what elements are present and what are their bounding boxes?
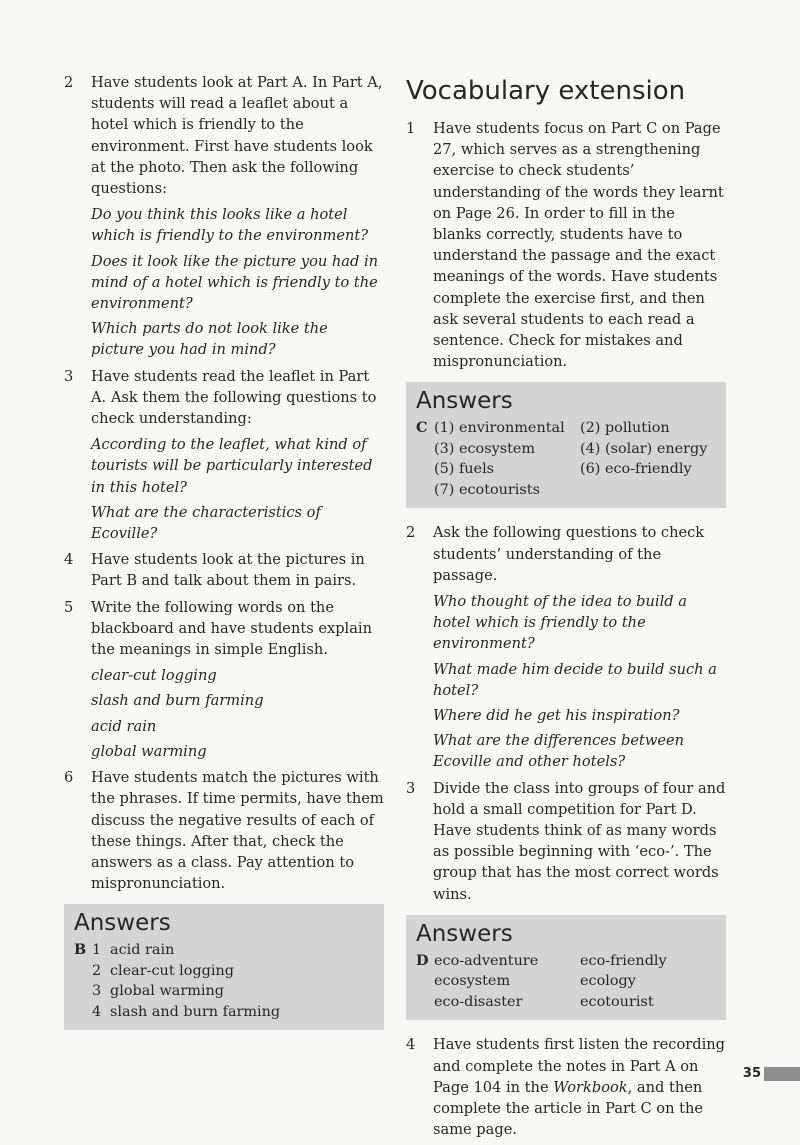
item-number: 2 (406, 524, 416, 542)
phrase: global warming (91, 742, 207, 760)
answer-text: acid rain (110, 942, 175, 959)
answers-box-d (406, 915, 726, 1021)
item-text: Have students look at Part A. In Part A, students will read a leaflet about a hotel which is friendly to the environment. First have students look at the photo. Then ask the following questions: (91, 74, 383, 198)
answers-box-b (64, 904, 384, 1030)
instruction-item (64, 366, 384, 545)
answers-heading: Answers (416, 388, 513, 415)
item-text: Have students read the leaflet in Part A. Ask them the following questions to check understanding: (91, 367, 377, 428)
question: Do you think this looks like a hotel which is friendly to the environment? (91, 206, 369, 245)
section-heading: Vocabulary extension (406, 76, 686, 106)
answer-text: (2) pollution (580, 420, 670, 437)
item-text (433, 1034, 726, 1140)
answer-text: eco-friendly (580, 952, 667, 969)
answer-text: ecosystem (434, 973, 511, 990)
question: Does it look like the picture you had in mind of a hotel which is friendly to the environment? (91, 252, 379, 313)
answer-text: eco-adventure (434, 952, 539, 969)
question: What made him decide to build such a hotel? (433, 660, 717, 699)
item-text: Write the following words on the blackboard and have students explain the meanings in simple English. (91, 598, 372, 659)
answer-number: 1 (92, 942, 102, 959)
item-text: Ask the following questions to check students’ understanding of the passage. (433, 524, 705, 584)
item-number: 3 (64, 367, 74, 385)
phrase: slash and burn farming (91, 692, 264, 710)
answer-text: (7) ecotourists (434, 481, 540, 498)
left-column (64, 72, 384, 1044)
answer-text: ecotourist (580, 993, 654, 1010)
answers-table (416, 951, 667, 1013)
page-number-tab (743, 1066, 800, 1081)
page-tab-bar (764, 1067, 800, 1081)
answers-table (74, 940, 280, 1022)
item-text: Divide the class into groups of four and hold a small competition for Part D. Have students think of as many words as possible beginning with ‘eco-’. The group that has the most correct words wins. (433, 779, 726, 903)
question: Who thought of the idea to build a hotel which is friendly to the environment? (433, 593, 687, 653)
answer-text: (3) ecosystem (434, 440, 536, 457)
item-number: 4 (406, 1036, 416, 1054)
item-number: 4 (64, 551, 74, 569)
question: What are the characteristics of Ecoville? (91, 503, 321, 543)
answer-text: clear-cut logging (110, 962, 234, 979)
instruction-item (406, 778, 726, 905)
answer-text: (4) (solar) energy (580, 440, 708, 457)
answer-text: (6) eco-friendly (580, 461, 692, 478)
answers-heading: Answers (74, 910, 171, 937)
item-text: Have students look at the pictures in Part B and talk about them in pairs. (91, 551, 365, 590)
answer-text: eco-disaster (434, 993, 523, 1010)
instruction-item (64, 549, 384, 591)
answer-text: global warming (110, 983, 224, 1000)
answer-text: (5) fuels (434, 461, 495, 478)
answers-heading: Answers (416, 920, 513, 947)
answer-label: D (416, 951, 429, 969)
item-text: Have students focus on Part C on Page 27, which serves as a strengthening exercise to check students’ understanding of the words they learnt on Page 26. In order to fill in the blanks correctly, students have to understand the passage and the exact meanings of the words. Have students complete the exercise first, and then ask several students to each read a sentence. Check for mistakes and mispronunciation. (433, 120, 724, 371)
phrase: acid rain (91, 717, 157, 735)
question: According to the leaflet, what kind of tourists will be particularly interested in this hotel? (91, 436, 373, 496)
answer-text: (1) environmental (434, 420, 565, 437)
answer-label: C (416, 419, 428, 437)
answer-number: 2 (92, 962, 102, 979)
item-text-part: Have students first listen the recording and complete the notes in Part A on Page 104 in the (433, 1036, 725, 1096)
instruction-item (406, 118, 726, 372)
answer-text: slash and burn farming (110, 1003, 281, 1020)
item-number: 6 (64, 769, 74, 787)
workbook-title: Workbook (553, 1078, 628, 1096)
answer-text: ecology (580, 973, 636, 990)
item-text: Have students match the pictures with the phrases. If time permits, have them discuss the negative results of each of these things. After that, check the answers as a class. Pay attention to mispronunciation. (91, 769, 384, 893)
question: Where did he get his inspiration? (433, 707, 680, 725)
item-number: 5 (64, 598, 74, 616)
answers-table (416, 418, 707, 500)
instruction-item (64, 767, 384, 894)
item-number: 3 (406, 779, 416, 797)
answer-number: 4 (92, 1003, 102, 1020)
instruction-item (64, 597, 384, 762)
right-column (406, 72, 726, 1145)
answer-label: B (74, 941, 87, 959)
answer-number: 3 (92, 983, 102, 1000)
item-number: 2 (64, 74, 74, 91)
answers-box-c (406, 382, 726, 508)
page-number: 35 (742, 1066, 761, 1081)
item-text-part: , and then complete the article in Part C on the same page. (433, 1078, 704, 1139)
phrase: clear-cut logging (91, 667, 217, 685)
instruction-item (406, 522, 726, 772)
answer-text (580, 480, 707, 501)
item-number: 1 (406, 120, 416, 137)
instruction-item (64, 72, 384, 361)
question: Which parts do not look like the picture you had in mind? (91, 320, 328, 359)
instruction-item (406, 1034, 726, 1140)
question: What are the differences between Ecoville and other hotels? (433, 732, 685, 771)
